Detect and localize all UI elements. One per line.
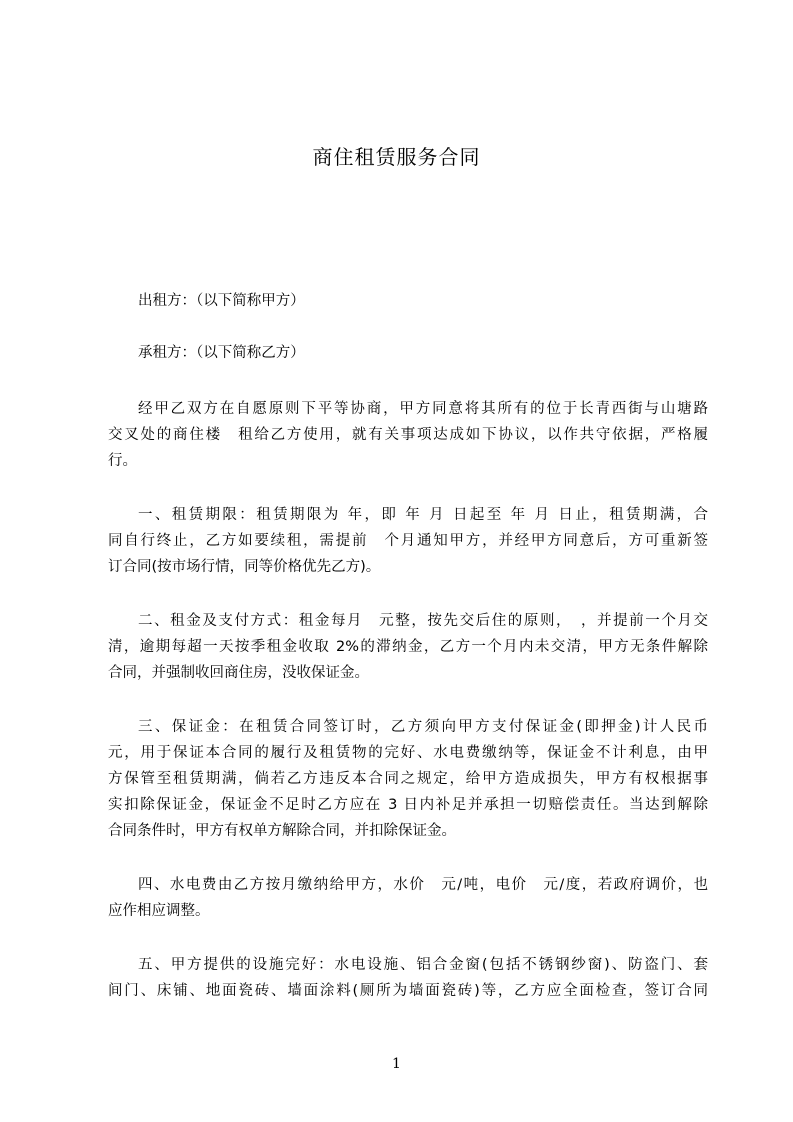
clause-5-line-1: 五、甲方提供的设施完好：水电设施、铝合金窗(包括不锈钢纱窗)、防盗门、套 [138,957,708,973]
clause-3-line-5: 合同条件时，甲方有权单方解除合同，并扣除保证金。 [108,823,456,839]
clause-4-line-1: 四、水电费由乙方按月缴纳给甲方，水价 元/吨，电价 元/度，若政府调价，也 [138,877,708,893]
clause-4-line-2: 应作相应调整。 [108,903,210,919]
preamble-line-3: 行。 [108,453,137,469]
preamble-line-1: 经甲乙双方在自愿原则下平等协商，甲方同意将其所有的位于长青西街与山塘路 [138,401,708,417]
clause-3-line-1: 三、保证金：在租赁合同签订时，乙方须向甲方支付保证金(即押金)计人民币 [138,719,708,735]
clause-2-line-1: 二、租金及支付方式：租金每月 元整，按先交后住的原则， ，并提前一个月交 [138,613,708,629]
contract-title: 商住租赁服务合同 [312,145,481,169]
clause-1-line-3: 订合同(按市场行情，同等价格优先乙方)。 [108,559,381,575]
clause-1-line-1: 一、租赁期限：租赁期限为 年，即 年 月 日起至 年 月 日止，租赁期满，合 [138,507,708,523]
clause-3-line-3: 方保管至租赁期满，倘若乙方违反本合同之规定，给甲方造成损失，甲方有权根据事 [108,771,708,787]
clause-3-line-4: 实扣除保证金，保证金不足时乙方应在 3 日内补足并承担一切赔偿责任。当达到解除 [108,797,708,813]
clause-2-line-2: 清，逾期每超一天按季租金收取 2%的滞纳金，乙方一个月内未交清，甲方无条件解除 [108,639,708,655]
clause-2-line-3: 合同，并强制收回商住房，没收保证金。 [108,665,369,681]
clause-1-line-2: 同自行终止，乙方如要续租，需提前 个月通知甲方，并经甲方同意后，方可重新签 [108,533,708,549]
page-number: 1 [392,1056,401,1072]
lessee-line: 承租方：（以下简称乙方） [138,345,305,361]
preamble-line-2: 交叉处的商住楼 租给乙方使用，就有关事项达成如下协议，以作共守依据，严格履 [108,427,708,443]
clause-3-line-2: 元，用于保证本合同的履行及租赁物的完好、水电费缴纳等，保证金不计利息，由甲 [108,745,708,761]
clause-5-line-2: 间门、床铺、地面瓷砖、墙面涂料(厕所为墙面瓷砖)等，乙方应全面检查，签订合同 [108,983,708,999]
lessor-line: 出租方：（以下简称甲方） [138,293,305,309]
